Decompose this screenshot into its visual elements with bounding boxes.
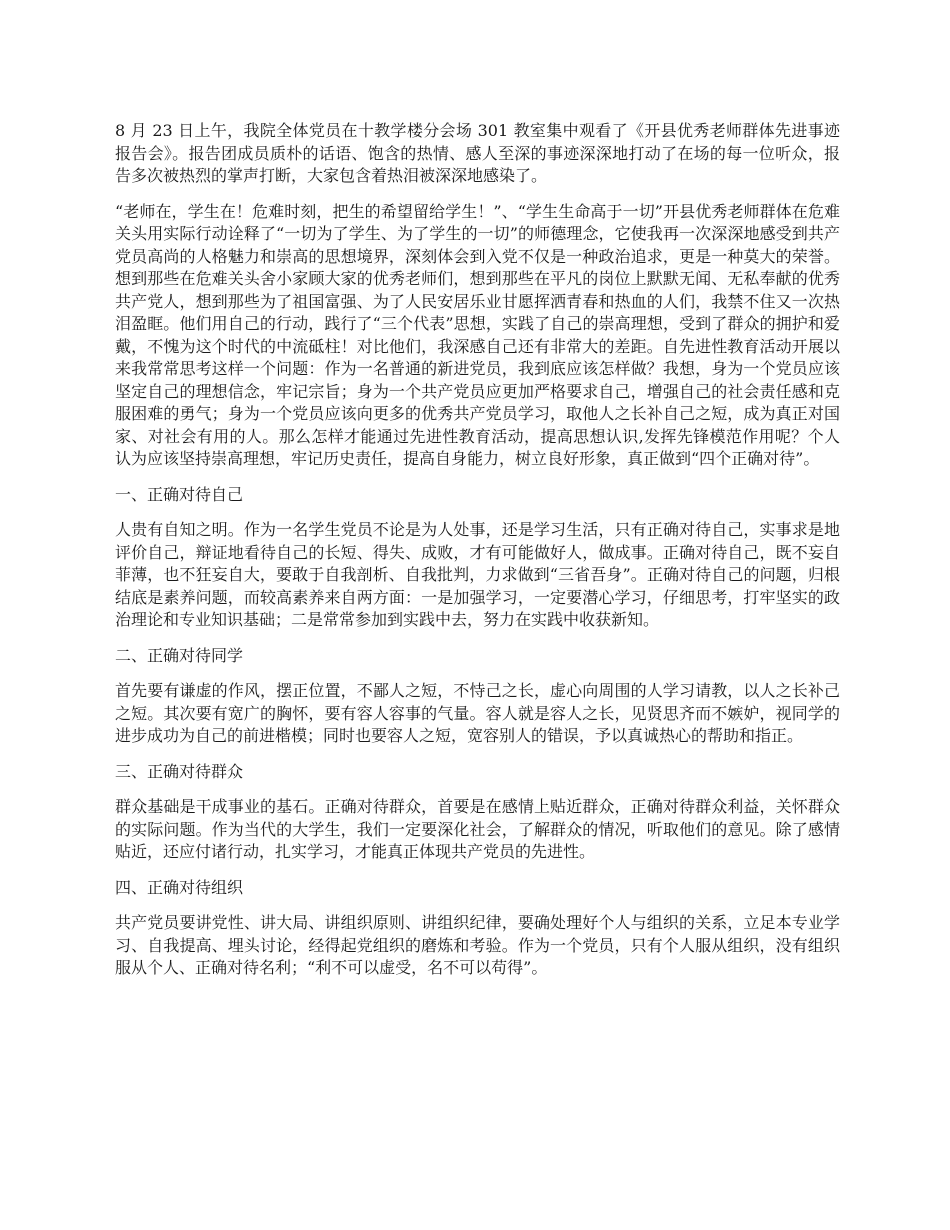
- intro-paragraph: 8 月 23 日上午，我院全体党员在十教学楼分会场 301 教室集中观看了《开县优秀老师群体先进事迹报告会》。报告团成员质朴的话语、饱含的热情、感人至深的事迹深深地打动了在场的每一位听众，报告多次被热烈的掌声打断，大家包含着热泪被深深地感染了。: [115, 121, 840, 185]
- document-body: [115, 120, 840, 993]
- section-heading-masses: 三、正确对待群众: [115, 761, 244, 781]
- section-heading-organization: 四、正确对待组织: [115, 877, 244, 897]
- section-heading-classmates: 二、正确对待同学: [115, 645, 244, 665]
- section-body-organization: 共产党员要讲党性、讲大局、讲组织原则、讲组织纪律，要确处理好个人与组织的关系，立足本专业学习、自我提高、埋头讨论，经得起党组织的磨炼和考验。作为一个党员，只有个人服从组织，没有组织服从个人、正确对待名利；“利不可以虚受，名不可以苟得”。: [115, 913, 840, 977]
- reflection-paragraph: “老师在，学生在！危难时刻，把生的希望留给学生！”、“学生生命高于一切”开县优秀老师群体在危难关头用实际行动诠释了“一切为了学生、为了学生的一切”的师德理念，它使我再一次深深地感受到共产党员高尚的人格魅力和崇高的思想境界，深刻体会到入党不仅是一种政治追求，更是一种莫大的荣誉。想到那些在危难关头舍小家顾大家的优秀老师们，想到那些在平凡的岗位上默默无闻、无私奉献的优秀共产党人，想到那些为了祖国富强、为了人民安居乐业甘愿挥洒青春和热血的人们，我禁不住又一次热泪盈眶。他们用自己的行动，践行了“三个代表”思想，实践了自己的崇高理想，受到了群众的拥护和爱戴，不愧为这个时代的中流砥柱！对比他们，我深感自己还有非常大的差距。自先进性教育活动开展以来我常常思考这样一个问题：作为一名普通的新进党员，我到底应该怎样做？我想，身为一个党员应该坚定自己的理想信念，牢记宗旨；身为一个共产党员应更加严格要求自己，增强自己的社会责任感和克服困难的勇气；身为一个党员应该向更多的优秀共产党员学习，取他人之长补自己之短，成为真正对国家、对社会有用的人。那么怎样才能通过先进性教育活动，提高思想认识,发挥先锋模范作用呢？个人认为应该坚持崇高理想，牢记历史责任，提高自身能力，树立良好形象，真正做到“四个正确对待”。: [115, 201, 840, 468]
- section-body-masses: 群众基础是干成事业的基石。正确对待群众，首要是在感情上贴近群众，正确对待群众利益，关怀群众的实际问题。作为当代的大学生，我们一定要深化社会，了解群众的情况，听取他们的意见。除了感情贴近，还应付诸行动，扎实学习，才能真正体现共产党员的先进性。: [115, 797, 840, 861]
- section-heading-self: 一、正确对待自己: [115, 484, 244, 504]
- section-body-self: 人贵有自知之明。作为一名学生党员不论是为人处事，还是学习生活，只有正确对待自己，实事求是地评价自己，辩证地看待自己的长短、得失、成败，才有可能做好人，做成事。正确对待自己，既不妄自菲薄，也不狂妄自大，要敢于自我剖析、自我批判，力求做到“三省吾身”。正确对待自己的问题，归根结底是素养问题，而较高素养来自两方面：一是加强学习，一定要潜心学习，仔细思考，打牢坚实的政治理论和专业知识基础；二是常常参加到实践中去，努力在实践中收获新知。: [115, 520, 840, 629]
- section-body-classmates: 首先要有谦虚的作风，摆正位置，不鄙人之短，不恃己之长，虚心向周围的人学习请教，以人之长补己之短。其次要有宽广的胸怀，要有容人容事的气量。容人就是容人之长，见贤思齐而不嫉妒，视同学的进步成功为自己的前进楷模；同时也要容人之短，宽容别人的错误，予以真诚热心的帮助和指正。: [115, 681, 840, 745]
